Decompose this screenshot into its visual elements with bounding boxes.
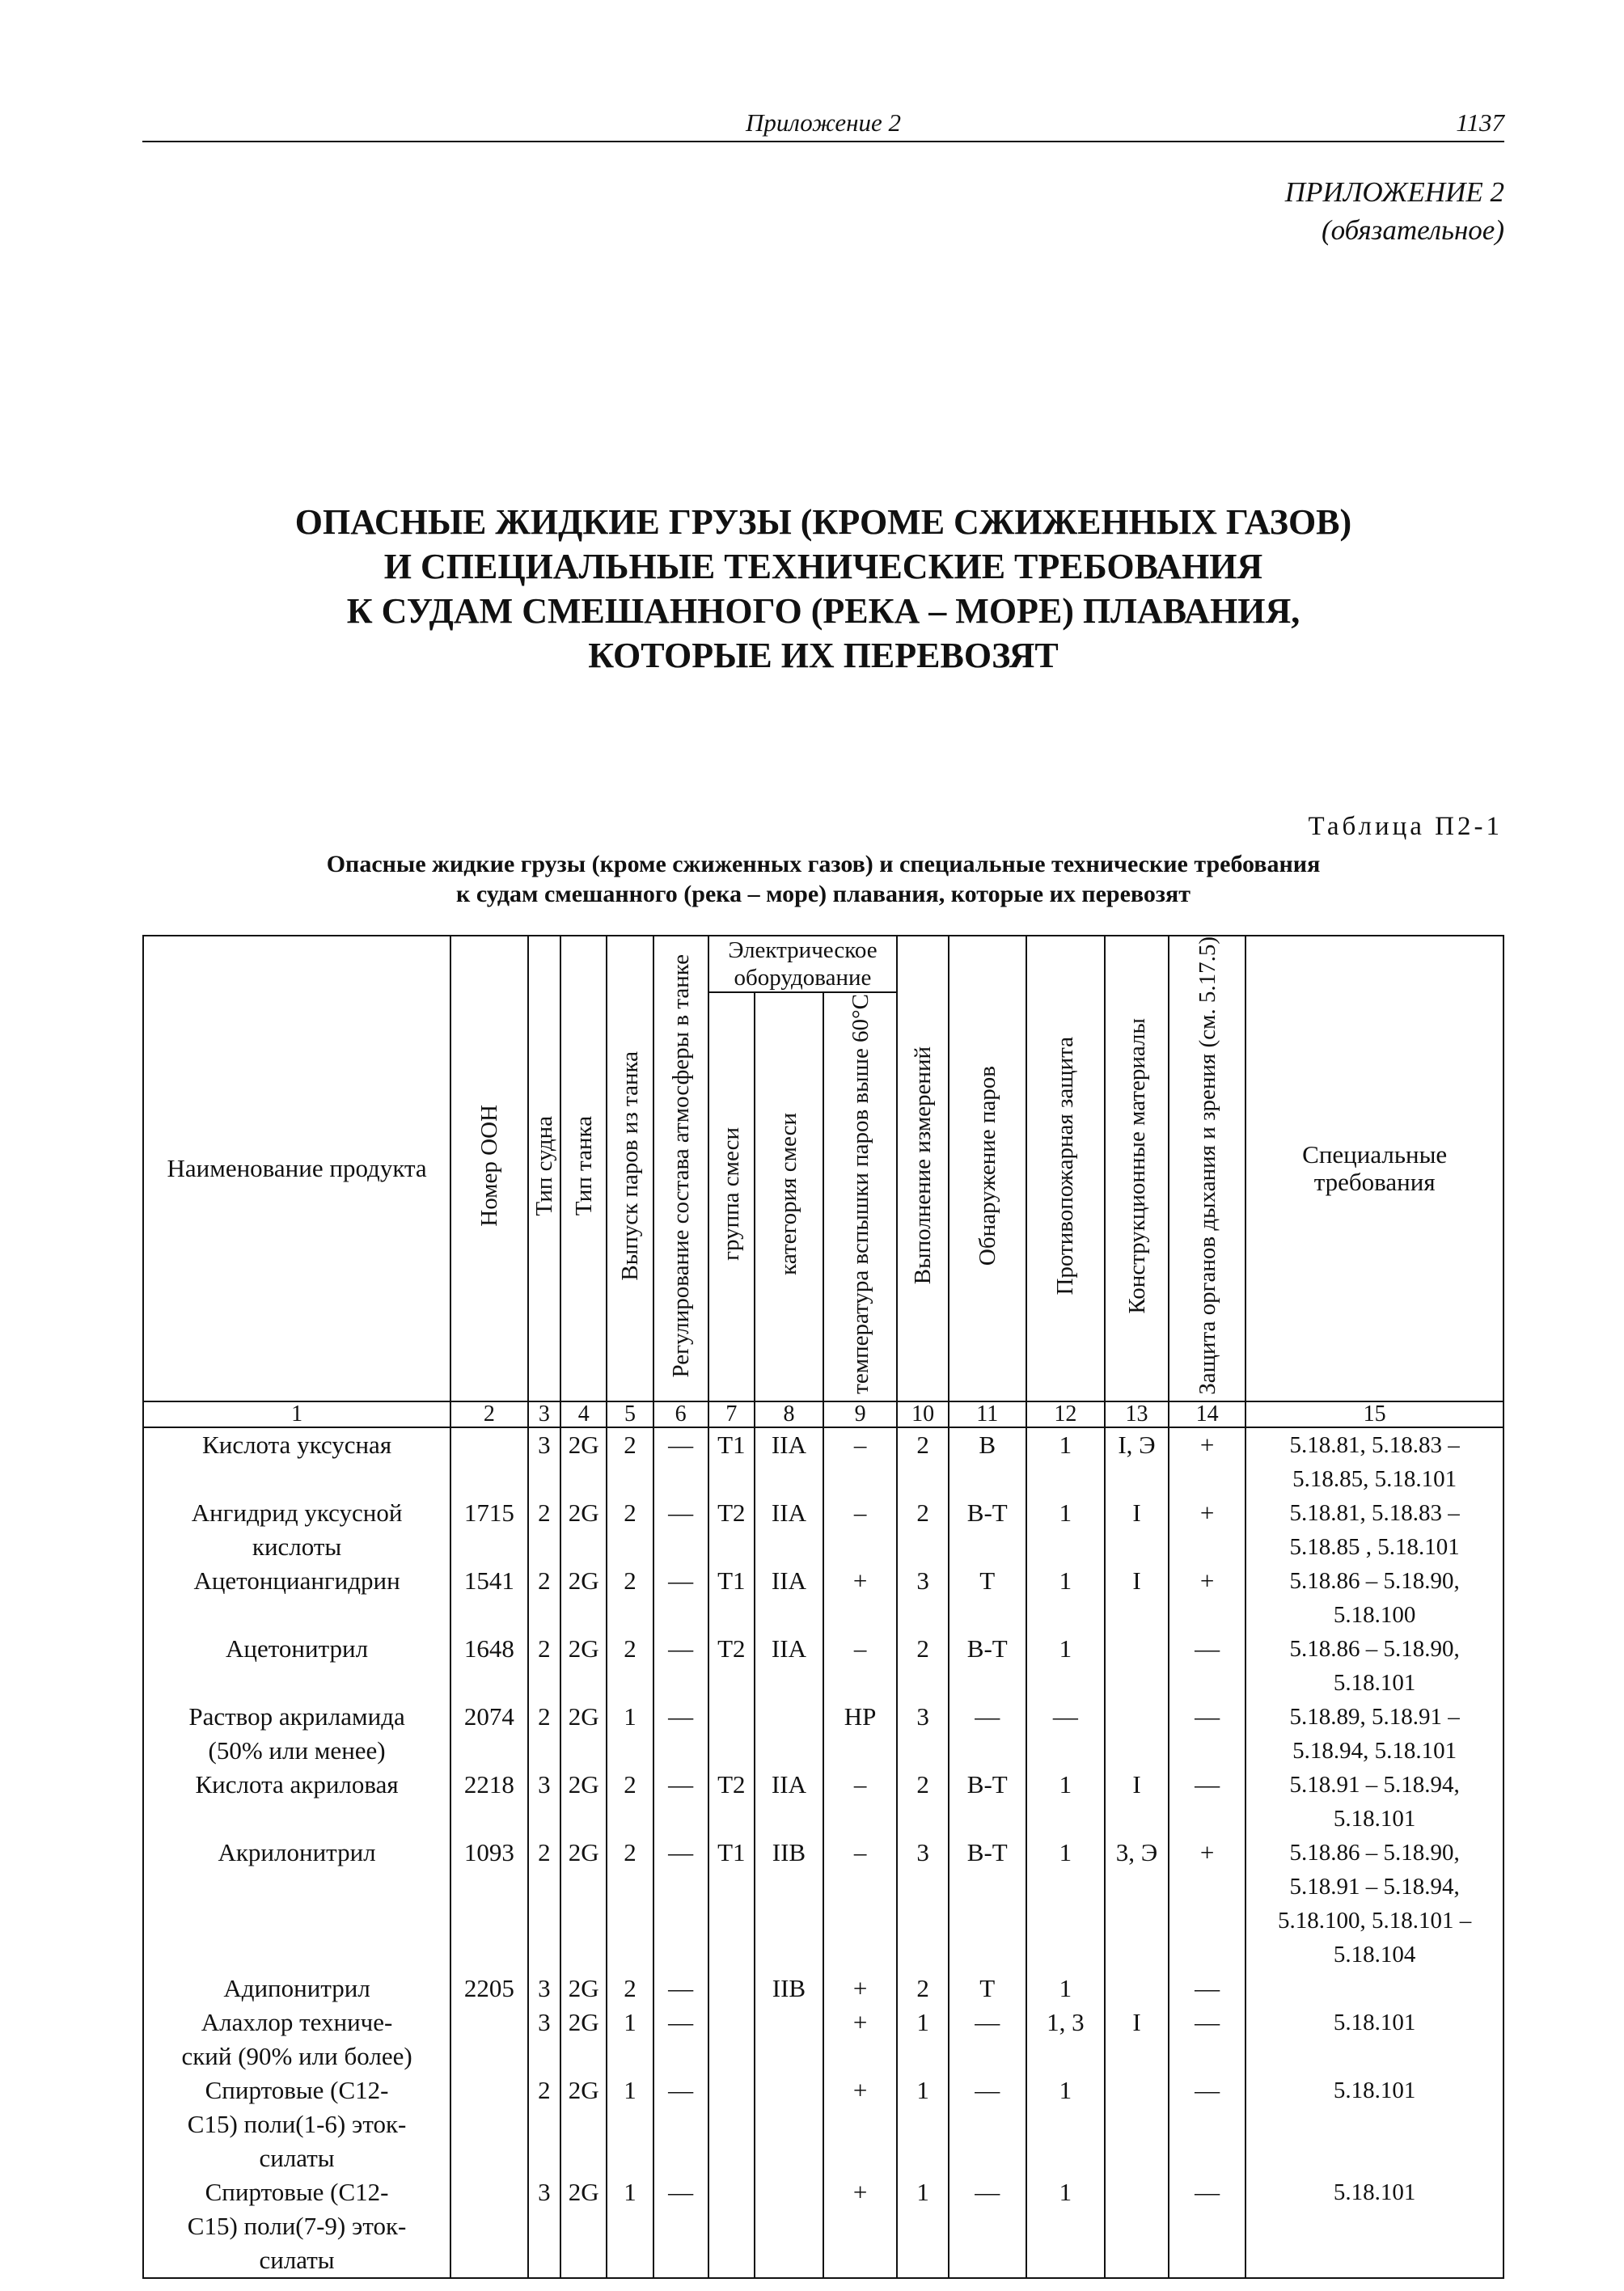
header-mixture-group: группа смеси <box>708 992 755 1401</box>
product-name-line: С15) поли(1-6) эток- <box>187 2109 407 2138</box>
header-atmosphere-control: Регулирование состава атмосферы в танке <box>653 936 708 1401</box>
table-row <box>143 1564 1503 1632</box>
cell-construction-materials: I <box>1105 1496 1169 1564</box>
cell-respiratory-protection: — <box>1169 2006 1246 2073</box>
header-flash-point: температура вспышки паров выше 60°С <box>823 992 897 1401</box>
column-number: 13 <box>1105 1401 1169 1427</box>
special-requirement-line: 5.18.81, 5.18.83 – <box>1289 1431 1460 1458</box>
cell-measurement: 2 <box>897 1427 949 1496</box>
special-requirement-line: 5.18.101 <box>1333 1669 1416 1696</box>
cell-mixture-group: Т2 <box>708 1632 755 1700</box>
cell-un-number: 2205 <box>450 1972 528 2006</box>
cell-respiratory-protection: — <box>1169 1972 1246 2006</box>
column-number: 1 <box>143 1401 450 1427</box>
product-name-line: Ацетонциангидрин <box>193 1566 400 1595</box>
appendix-label: ПРИЛОЖЕНИЕ 2 <box>1284 176 1504 208</box>
cell-measurement: 1 <box>897 2175 949 2278</box>
cell-mixture-group: Т1 <box>708 1836 755 1972</box>
header-mixture-category: категория смеси <box>755 992 823 1401</box>
title-line: И СПЕЦИАЛЬНЫЕ ТЕХНИЧЕСКИЕ ТРЕБОВАНИЯ <box>383 547 1263 586</box>
cell-un-number <box>450 2006 528 2073</box>
cell-special-requirements <box>1245 2175 1503 2278</box>
cell-mixture-group <box>708 2006 755 2073</box>
cell-vapour-detection: Т <box>949 1564 1026 1632</box>
cell-ship-type: 2 <box>528 1632 560 1700</box>
cell-measurement: 1 <box>897 2073 949 2175</box>
cell-fire-protection: 1 <box>1026 1836 1106 1972</box>
cell-vapour-release: 1 <box>607 2175 653 2278</box>
cell-mixture-category: IIA <box>755 1632 823 1700</box>
cell-vapour-release: 2 <box>607 1768 653 1836</box>
cell-ship-type: 3 <box>528 1427 560 1496</box>
cell-product-name <box>143 1836 450 1972</box>
cell-tank-type: 2G <box>560 1768 607 1836</box>
cell-special-requirements <box>1245 2006 1503 2073</box>
product-name-line: Адипонитрил <box>223 1973 370 2002</box>
cell-product-name <box>143 2073 450 2175</box>
cell-product-name <box>143 2006 450 2073</box>
cell-vapour-release: 2 <box>607 1564 653 1632</box>
column-number: 14 <box>1169 1401 1246 1427</box>
table-row <box>143 1768 1503 1836</box>
cell-mixture-group: Т2 <box>708 1768 755 1836</box>
cell-ship-type: 2 <box>528 1496 560 1564</box>
cell-ship-type: 3 <box>528 1768 560 1836</box>
header-ship-type: Тип судна <box>528 936 560 1401</box>
product-name-line: (50% или менее) <box>208 1735 386 1765</box>
cell-vapour-detection: В-Т <box>949 1496 1026 1564</box>
product-name-line: Ацетонитрил <box>226 1634 369 1663</box>
special-requirement-line: 5.18.91 – 5.18.94, <box>1289 1771 1460 1798</box>
title-line: КОТОРЫЕ ИХ ПЕРЕВОЗЯТ <box>588 636 1059 675</box>
cell-measurement: 1 <box>897 2006 949 2073</box>
table-row <box>143 2006 1503 2073</box>
cell-tank-type: 2G <box>560 1700 607 1768</box>
cell-product-name <box>143 1564 450 1632</box>
column-number: 12 <box>1026 1401 1106 1427</box>
cell-respiratory-protection: — <box>1169 1768 1246 1836</box>
cell-fire-protection: — <box>1026 1700 1106 1768</box>
cell-atmosphere-control: — <box>653 1768 708 1836</box>
cell-atmosphere-control: — <box>653 1427 708 1496</box>
cell-fire-protection: 1 <box>1026 1427 1106 1496</box>
cell-special-requirements <box>1245 1972 1503 2006</box>
cell-vapour-release: 2 <box>607 1836 653 1972</box>
product-name-line: силаты <box>259 2143 335 2172</box>
special-requirement-line: 5.18.100 <box>1333 1601 1416 1628</box>
cell-mixture-category: IIA <box>755 1427 823 1496</box>
cell-special-requirements <box>1245 1496 1503 1564</box>
table-body <box>143 1427 1503 2278</box>
cell-flash-point: – <box>823 1427 897 1496</box>
cell-vapour-detection: В-Т <box>949 1768 1026 1836</box>
special-requirement-line: 5.18.89, 5.18.91 – <box>1289 1703 1460 1730</box>
table-row <box>143 1700 1503 1768</box>
cell-construction-materials: I, Э <box>1105 1427 1169 1496</box>
appendix-note: (обязательное) <box>1321 214 1504 247</box>
cell-product-name <box>143 1700 450 1768</box>
cell-flash-point: + <box>823 2175 897 2278</box>
special-requirement-line: 5.18.85, 5.18.101 <box>1292 1465 1457 1492</box>
table-title-line: Опасные жидкие грузы (кроме сжиженных газов) и специальные технические требования <box>326 851 1321 877</box>
special-requirement-line: 5.18.85 , 5.18.101 <box>1289 1533 1460 1560</box>
cell-ship-type: 3 <box>528 2006 560 2073</box>
title-line: К СУДАМ СМЕШАННОГО (РЕКА – МОРЕ) ПЛАВАНИЯ, <box>346 591 1300 631</box>
cell-atmosphere-control: — <box>653 2073 708 2175</box>
cell-mixture-category <box>755 2073 823 2175</box>
column-number-row <box>143 1401 1503 1427</box>
cell-mixture-group: Т1 <box>708 1564 755 1632</box>
table-row <box>143 1632 1503 1700</box>
cell-atmosphere-control: — <box>653 1632 708 1700</box>
cell-flash-point: – <box>823 1632 897 1700</box>
cell-fire-protection: 1 <box>1026 1768 1106 1836</box>
cell-atmosphere-control: — <box>653 1972 708 2006</box>
column-number: 4 <box>560 1401 607 1427</box>
cell-vapour-detection: В-Т <box>949 1836 1026 1972</box>
special-requirement-line: 5.18.91 – 5.18.94, <box>1289 1873 1460 1900</box>
header-vapour-release: Выпуск паров из танка <box>607 936 653 1401</box>
cell-respiratory-protection: + <box>1169 1496 1246 1564</box>
header-respiratory-protection: Защита органов дыхания и зрения (см. 5.17.5) <box>1169 936 1246 1401</box>
column-number: 7 <box>708 1401 755 1427</box>
cell-mixture-group <box>708 2175 755 2278</box>
cell-mixture-category: IIВ <box>755 1836 823 1972</box>
special-requirement-line: 5.18.81, 5.18.83 – <box>1289 1499 1460 1526</box>
cell-un-number: 2074 <box>450 1700 528 1768</box>
cell-atmosphere-control: — <box>653 1496 708 1564</box>
cell-atmosphere-control: — <box>653 1700 708 1768</box>
cell-construction-materials <box>1105 2073 1169 2175</box>
cell-ship-type: 2 <box>528 1700 560 1768</box>
cell-mixture-category: IIA <box>755 1496 823 1564</box>
cell-fire-protection: 1 <box>1026 2175 1106 2278</box>
cell-special-requirements <box>1245 1564 1503 1632</box>
cell-vapour-detection: В <box>949 1427 1026 1496</box>
special-requirement-line: 5.18.101 <box>1333 1805 1416 1832</box>
cell-mixture-category: IIВ <box>755 1972 823 2006</box>
cell-respiratory-protection: — <box>1169 2175 1246 2278</box>
cell-construction-materials <box>1105 2175 1169 2278</box>
cell-measurement: 3 <box>897 1700 949 1768</box>
cell-flash-point: – <box>823 1836 897 1972</box>
cell-respiratory-protection: + <box>1169 1427 1246 1496</box>
table-row <box>143 1972 1503 2006</box>
cell-un-number: 1715 <box>450 1496 528 1564</box>
product-name-line: Кислота уксусная <box>202 1430 392 1459</box>
cell-vapour-release: 2 <box>607 1496 653 1564</box>
cell-fire-protection: 1 <box>1026 1496 1106 1564</box>
special-requirement-line: 5.18.94, 5.18.101 <box>1292 1737 1457 1764</box>
product-name-line: Раствор акриламида <box>188 1701 405 1731</box>
special-requirement-line: 5.18.104 <box>1333 1941 1416 1968</box>
cell-fire-protection: 1 <box>1026 2073 1106 2175</box>
product-name-line: ский (90% или более) <box>181 2041 412 2070</box>
cell-tank-type: 2G <box>560 1632 607 1700</box>
column-number: 9 <box>823 1401 897 1427</box>
cell-flash-point: – <box>823 1768 897 1836</box>
cell-construction-materials: I <box>1105 2006 1169 2073</box>
cell-atmosphere-control: — <box>653 1836 708 1972</box>
cell-ship-type: 3 <box>528 2175 560 2278</box>
cell-construction-materials <box>1105 1632 1169 1700</box>
cell-tank-type: 2G <box>560 1496 607 1564</box>
cell-measurement: 3 <box>897 1564 949 1632</box>
cell-mixture-group: Т1 <box>708 1427 755 1496</box>
special-requirement-line: 5.18.86 – 5.18.90, <box>1289 1839 1460 1866</box>
cell-product-name <box>143 1632 450 1700</box>
cell-flash-point: – <box>823 1496 897 1564</box>
cell-vapour-detection: — <box>949 2006 1026 2073</box>
table-row <box>143 1496 1503 1564</box>
cell-fire-protection: 1 <box>1026 1972 1106 2006</box>
cell-product-name <box>143 1427 450 1496</box>
cell-tank-type: 2G <box>560 2175 607 2278</box>
header-electrical-equipment: Электрическое оборудование <box>708 936 898 992</box>
product-name-line: Ангидрид уксусной <box>191 1498 403 1527</box>
cell-fire-protection: 1, 3 <box>1026 2006 1106 2073</box>
header-fire-protection: Противопожарная защита <box>1026 936 1106 1401</box>
product-name-line: Кислота акриловая <box>195 1769 399 1799</box>
table-row <box>143 2175 1503 2278</box>
header-construction-materials: Конструкционные материалы <box>1105 936 1169 1401</box>
cell-construction-materials <box>1105 1700 1169 1768</box>
running-title: Приложение 2 <box>745 108 902 137</box>
running-header <box>142 107 1504 142</box>
cell-un-number <box>450 2175 528 2278</box>
cell-mixture-category <box>755 2006 823 2073</box>
cell-special-requirements <box>1245 1768 1503 1836</box>
table-row <box>143 2073 1503 2175</box>
cell-un-number <box>450 2073 528 2175</box>
document-title <box>142 500 1504 678</box>
special-requirement-line: 5.18.86 – 5.18.90, <box>1289 1567 1460 1594</box>
cell-flash-point: + <box>823 2073 897 2175</box>
cell-vapour-release: 1 <box>607 2073 653 2175</box>
column-number: 2 <box>450 1401 528 1427</box>
cell-vapour-detection: — <box>949 2175 1026 2278</box>
special-requirement-line: 5.18.100, 5.18.101 – <box>1278 1907 1472 1934</box>
column-number: 5 <box>607 1401 653 1427</box>
cell-mixture-category <box>755 2175 823 2278</box>
product-name-line: кислоты <box>252 1532 342 1561</box>
cell-vapour-detection: — <box>949 2073 1026 2175</box>
cell-mixture-category <box>755 1700 823 1768</box>
column-number: 11 <box>949 1401 1026 1427</box>
product-name-line: Алахлор техниче- <box>201 2007 393 2036</box>
column-number: 8 <box>755 1401 823 1427</box>
appendix-heading <box>1285 173 1504 250</box>
cell-measurement: 2 <box>897 1972 949 2006</box>
cell-mixture-group <box>708 2073 755 2175</box>
title-line: ОПАСНЫЕ ЖИДКИЕ ГРУЗЫ (КРОМЕ СЖИЖЕННЫХ ГАЗОВ) <box>294 502 1352 542</box>
column-number: 3 <box>528 1401 560 1427</box>
cell-vapour-detection: В-Т <box>949 1632 1026 1700</box>
cell-tank-type: 2G <box>560 1972 607 2006</box>
header-measurement: Выполнение измерений <box>897 936 949 1401</box>
cell-fire-protection: 1 <box>1026 1632 1106 1700</box>
cell-tank-type: 2G <box>560 2073 607 2175</box>
cell-special-requirements <box>1245 1836 1503 1972</box>
cell-atmosphere-control: — <box>653 1564 708 1632</box>
cell-mixture-group <box>708 1700 755 1768</box>
cell-fire-protection: 1 <box>1026 1564 1106 1632</box>
cell-tank-type: 2G <box>560 1836 607 1972</box>
header-un-number: Номер ООН <box>450 936 528 1401</box>
table-label: Таблица П2-1 <box>1308 812 1503 841</box>
product-name-line: Спиртовые (С12- <box>205 2075 389 2104</box>
cell-flash-point: + <box>823 1972 897 2006</box>
cell-un-number: 1093 <box>450 1836 528 1972</box>
cell-vapour-release: 2 <box>607 1972 653 2006</box>
product-name-line: С15) поли(7-9) эток- <box>187 2211 407 2240</box>
cell-ship-type: 2 <box>528 1564 560 1632</box>
cell-ship-type: 3 <box>528 1972 560 2006</box>
cell-respiratory-protection: — <box>1169 1632 1246 1700</box>
cell-product-name <box>143 2175 450 2278</box>
cell-mixture-category: IIA <box>755 1564 823 1632</box>
product-name-line: силаты <box>259 2245 335 2274</box>
cell-respiratory-protection: — <box>1169 1700 1246 1768</box>
table-title <box>142 849 1504 909</box>
cell-mixture-group: Т2 <box>708 1496 755 1564</box>
cell-tank-type: 2G <box>560 1564 607 1632</box>
cell-flash-point: + <box>823 1564 897 1632</box>
cell-mixture-category: IIA <box>755 1768 823 1836</box>
cell-vapour-detection: Т <box>949 1972 1026 2006</box>
cell-special-requirements <box>1245 2073 1503 2175</box>
cell-flash-point: НР <box>823 1700 897 1768</box>
header-special-requirements: Специальные требования <box>1245 936 1503 1401</box>
product-name-line: Спиртовые (С12- <box>205 2177 389 2206</box>
cell-construction-materials: I <box>1105 1768 1169 1836</box>
cell-mixture-group <box>708 1972 755 2006</box>
cell-respiratory-protection: + <box>1169 1564 1246 1632</box>
cell-product-name <box>143 1496 450 1564</box>
cell-tank-type: 2G <box>560 1427 607 1496</box>
cell-ship-type: 2 <box>528 2073 560 2175</box>
cell-measurement: 2 <box>897 1496 949 1564</box>
cell-respiratory-protection: + <box>1169 1836 1246 1972</box>
product-name-line: Акрилонитрил <box>218 1837 376 1866</box>
cargo-table <box>142 935 1504 2279</box>
header-vapour-detection: Обнаружение паров <box>949 936 1026 1401</box>
column-number: 15 <box>1245 1401 1503 1427</box>
cell-construction-materials <box>1105 1972 1169 2006</box>
special-requirement-line: 5.18.101 <box>1333 2077 1416 2103</box>
cell-un-number <box>450 1427 528 1496</box>
cell-special-requirements <box>1245 1700 1503 1768</box>
cell-vapour-release: 1 <box>607 2006 653 2073</box>
cell-construction-materials: I <box>1105 1564 1169 1632</box>
header-name: Наименование продукта <box>143 936 450 1401</box>
cell-vapour-release: 1 <box>607 1700 653 1768</box>
cell-un-number: 2218 <box>450 1768 528 1836</box>
column-number: 6 <box>653 1401 708 1427</box>
cell-tank-type: 2G <box>560 2006 607 2073</box>
cell-product-name <box>143 1768 450 1836</box>
cell-atmosphere-control: — <box>653 2006 708 2073</box>
page-number: 1137 <box>1456 108 1504 137</box>
column-number: 10 <box>897 1401 949 1427</box>
cell-un-number: 1648 <box>450 1632 528 1700</box>
header-tank-type: Тип танка <box>560 936 607 1401</box>
cell-measurement: 2 <box>897 1768 949 1836</box>
cell-special-requirements <box>1245 1427 1503 1496</box>
special-requirement-line: 5.18.101 <box>1333 2179 1416 2205</box>
special-requirement-line: 5.18.86 – 5.18.90, <box>1289 1635 1460 1662</box>
cell-vapour-release: 2 <box>607 1632 653 1700</box>
cell-measurement: 2 <box>897 1632 949 1700</box>
cell-vapour-detection: — <box>949 1700 1026 1768</box>
cell-measurement: 3 <box>897 1836 949 1972</box>
cell-un-number: 1541 <box>450 1564 528 1632</box>
cell-flash-point: + <box>823 2006 897 2073</box>
cell-construction-materials: 3, Э <box>1105 1836 1169 1972</box>
cell-ship-type: 2 <box>528 1836 560 1972</box>
cell-respiratory-protection: — <box>1169 2073 1246 2175</box>
table-row <box>143 1427 1503 1496</box>
cell-special-requirements <box>1245 1632 1503 1700</box>
table-title-line: к судам смешанного (река – море) плавания, которые их перевозят <box>456 881 1191 907</box>
special-requirement-line: 5.18.101 <box>1333 2009 1416 2035</box>
cell-atmosphere-control: — <box>653 2175 708 2278</box>
cell-vapour-release: 2 <box>607 1427 653 1496</box>
table-row <box>143 1836 1503 1972</box>
cell-product-name <box>143 1972 450 2006</box>
